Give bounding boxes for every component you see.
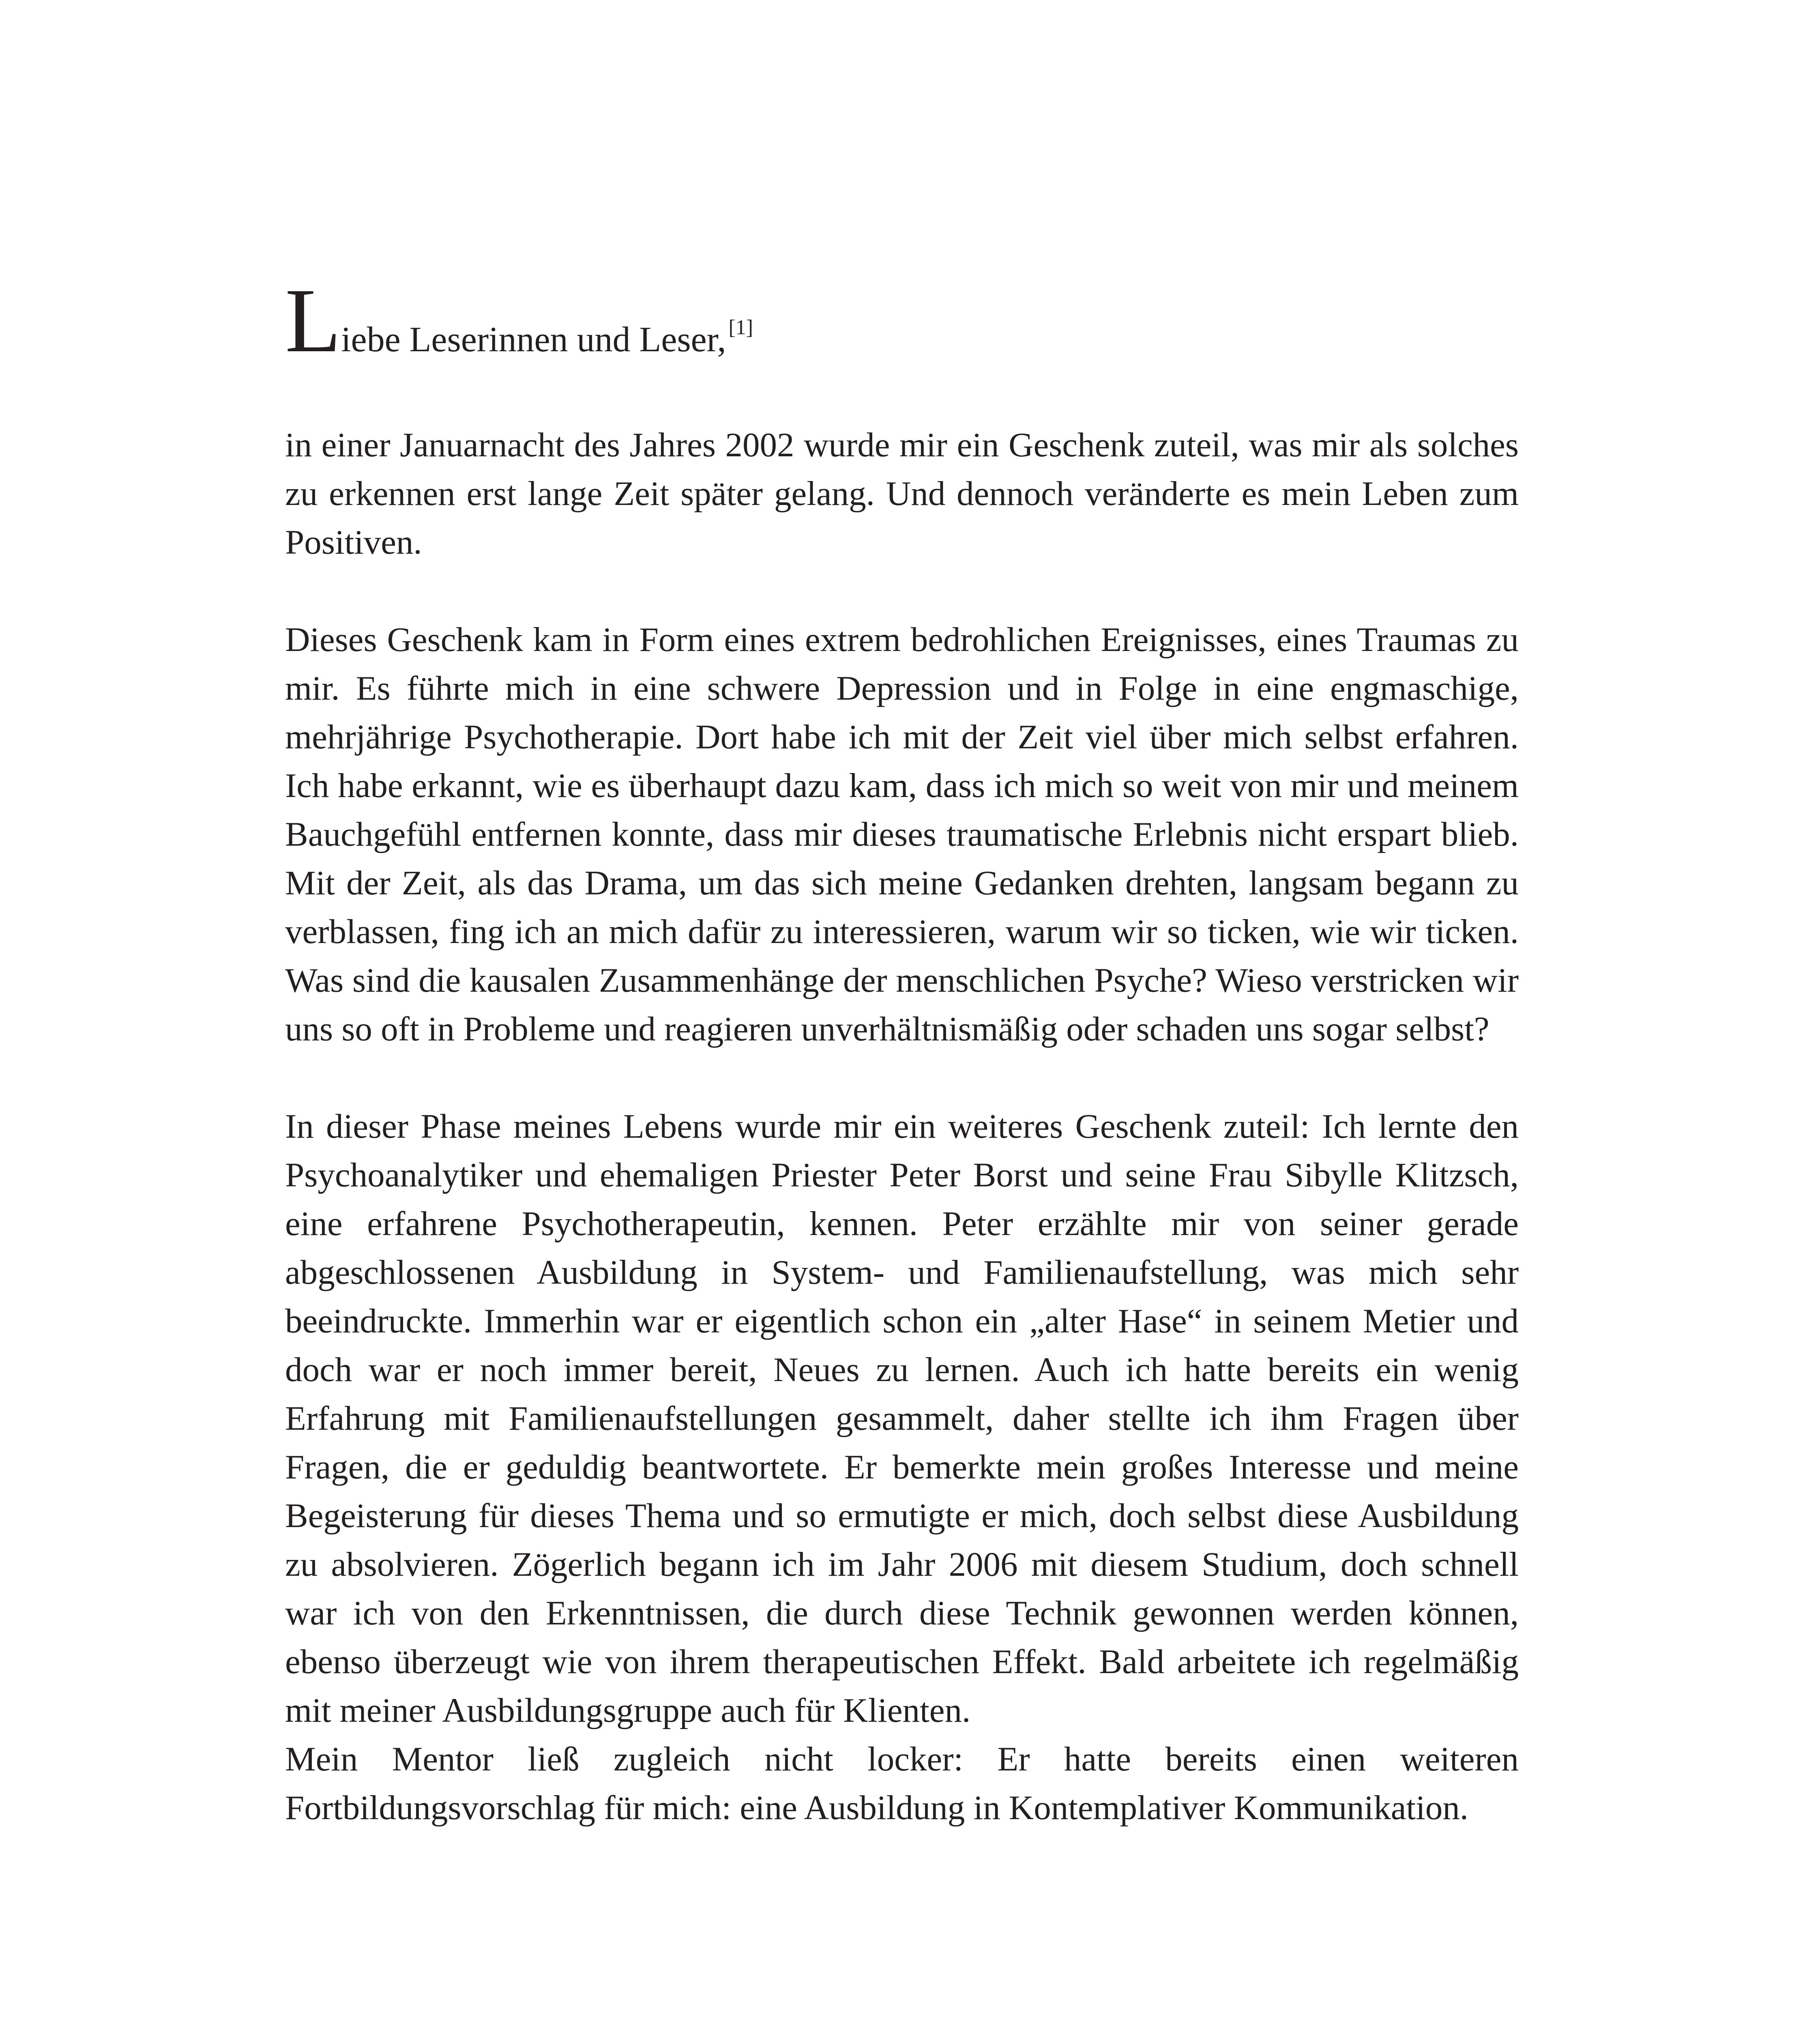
paragraph-mentor: Mein Mentor ließ zugleich nicht locker: Er hatte bereits einen weiteren Fortbildungsvorschlag für mich: eine Ausbildung in Kontemplativer Kommunikation. [285,1740,1519,1827]
salutation-heading [285,270,1519,371]
paragraph-intro: in einer Januarnacht des Jahres 2002 wurde mir ein Geschenk zuteil, was mir als solches zu erkennen erst lange Zeit später gelang. Und dennoch veränderte es mein Leben zum Positiven. [285,425,1519,561]
footnote-marker: [1] [728,316,753,339]
salutation-text: iebe Leserinnen und Leser, [341,320,726,359]
paragraph-trauma: Dieses Geschenk kam in Form eines extrem bedrohlichen Ereignisses, eines Traumas zu mir. Es führte mich in eine schwere Depression und in Folge in eine engmaschige, mehrjährige Psychotherapie. Dort habe ich mit der Zeit viel über mich selbst erfahren. Ich habe erkannt, wie es überhaupt dazu kam, dass ich mich so weit von mir und meinem Bauchgefühl entfernen konnte, dass mir dieses traumatische Erlebnis nicht erspart blieb. Mit der Zeit, als das Drama, um das sich meine Gedanken drehten, langsam begann zu verblassen, fing ich an mich dafür zu interessieren, warum wir so ticken, wie wir ticken. Was sind die kausalen Zusammenhänge der menschlichen Psyche? Wieso verstricken wir uns so oft in Probleme und reagieren unverhältnismäßig oder schaden uns sogar selbst? [285,620,1519,1048]
body-text [285,270,1519,1832]
paragraph-training: In dieser Phase meines Lebens wurde mir ein weiteres Geschenk zuteil: Ich lernte den Psychoanalytiker und ehemaligen Priester Peter Borst und seine Frau Sibylle Klitzsch, eine erfahrene Psychotherapeutin, kennen. Peter erzählte mir von seiner gerade abgeschlossenen Ausbildung in System- und Familienaufstellung, was mich sehr beeindruckte. Immerhin war er eigentlich schon ein „alter Hase“ in seinem Metier und doch war er noch immer bereit, Neues zu lernen. Auch ich hatte bereits ein wenig Erfahrung mit Familienaufstellungen gesammelt, daher stellte ich ihm Fragen über Fragen, die er geduldig beantwortete. Er bemerkte mein großes Interesse und meine Begeisterung für dieses Thema und so ermutigte er mich, doch selbst diese Ausbildung zu absolvieren. Zögerlich begann ich im Jahr 2006 mit diesem Studium, doch schnell war ich von den Erkenntnissen, die durch diese Technik gewonnen werden können, ebenso überzeugt wie von ihrem therapeutischen Effekt. Bald arbeitete ich regelmäßig mit meiner Ausbildungsgruppe auch für Klienten. [285,1107,1519,1729]
drop-initial: L [285,270,341,371]
